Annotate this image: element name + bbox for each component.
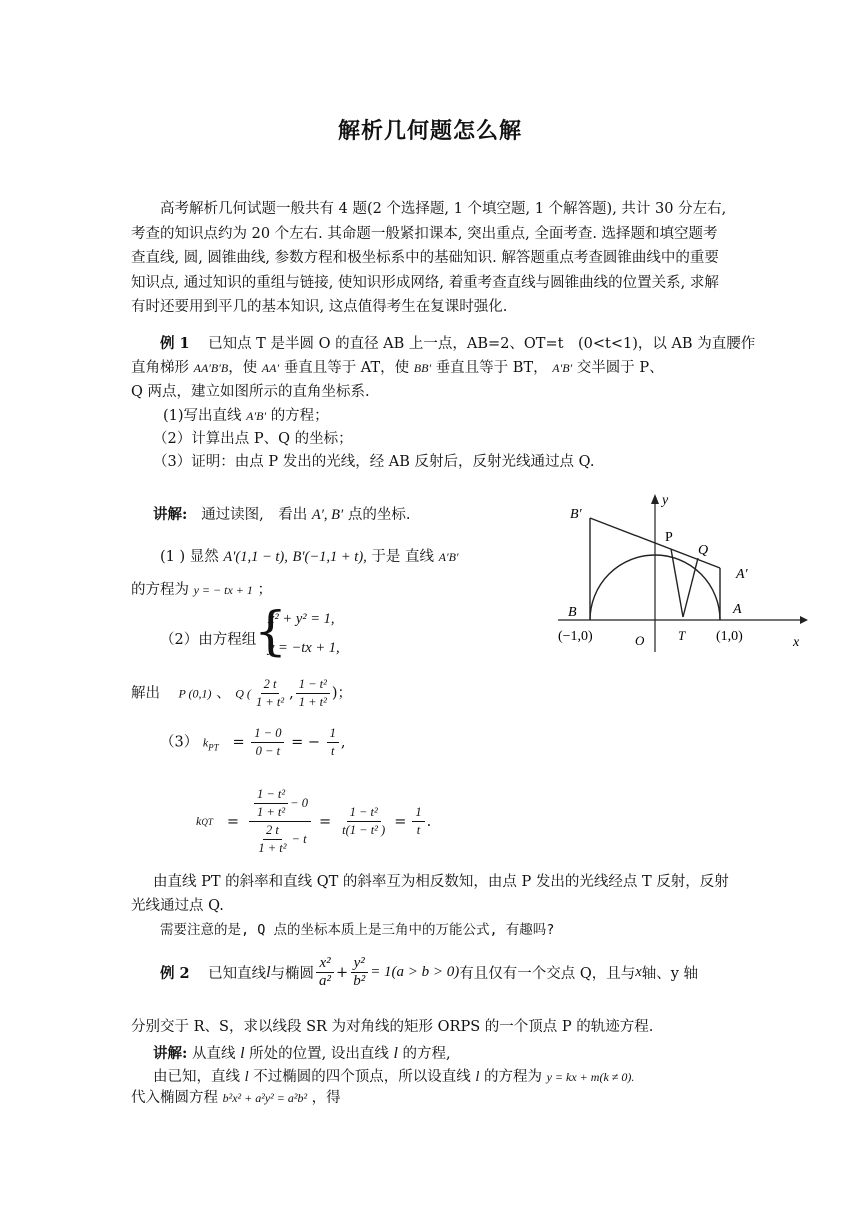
solution2-l1-var: l bbox=[240, 1045, 245, 1062]
ellipse-frac-x bbox=[316, 955, 334, 990]
frac-Qx bbox=[253, 676, 287, 711]
part1-A-coord: A′(1,1 − t), bbox=[223, 549, 288, 565]
solution1-intro bbox=[153, 503, 410, 524]
solution1-part1 bbox=[160, 545, 459, 566]
solution2-l2-eq: y = kx + m(k ≠ 0). bbox=[546, 1070, 635, 1084]
label-B-prime: B′ bbox=[570, 507, 582, 522]
label-B: B bbox=[568, 605, 577, 620]
part3-eq2: = − bbox=[291, 734, 320, 751]
kqt-k: k bbox=[196, 814, 202, 828]
example1-text-b9: 交半圆于 P、 bbox=[576, 360, 664, 376]
y-axis-arrow bbox=[651, 494, 659, 504]
var-AA: AA′ bbox=[261, 361, 280, 375]
solution2-l3-eq: b²x² + a²y² = a²b² bbox=[222, 1091, 308, 1105]
page-title: 解析几何题怎么解 bbox=[337, 119, 522, 144]
part1-var: A′B′ bbox=[438, 550, 459, 564]
kqt-top-den: 1 + t² bbox=[257, 805, 286, 819]
label-O: O bbox=[635, 633, 645, 648]
example2-text-c: 有且仅有一个交点 Q，且与 bbox=[459, 966, 636, 982]
kqt-top-tail: − 0 bbox=[290, 796, 308, 810]
solution2-l2: 由已知，直线 bbox=[153, 1069, 240, 1085]
kqt-line bbox=[196, 786, 431, 857]
kqt-num3: 1 bbox=[412, 804, 424, 822]
frac-Qy bbox=[296, 676, 330, 711]
label-y: y bbox=[662, 493, 669, 508]
solution2-l2-var2: l bbox=[475, 1069, 480, 1085]
kqt-eq2: = bbox=[318, 813, 332, 830]
solution2-l1: 从直线 bbox=[191, 1046, 236, 1062]
kqt-end: . bbox=[426, 813, 432, 830]
solve-line bbox=[131, 676, 352, 711]
label-A-prime: A′ bbox=[736, 567, 748, 582]
kqt-bot-tail: − t bbox=[291, 832, 307, 846]
frac-kqt-top bbox=[254, 786, 288, 821]
part3-a: （3） bbox=[160, 734, 199, 751]
x-axis-arrow bbox=[800, 616, 808, 624]
example1-label: 例 1 bbox=[160, 335, 190, 352]
q1-end: 的方程； bbox=[270, 408, 329, 424]
kqt-bot-num: 2 t bbox=[263, 822, 282, 840]
coordinate-figure bbox=[550, 490, 810, 660]
part3-eq: = bbox=[232, 734, 245, 751]
part1-b: 于是 直线 bbox=[371, 549, 434, 565]
var-AB: A′B′ bbox=[552, 361, 573, 375]
example2-text-d: 轴、y 轴 bbox=[641, 966, 699, 982]
kqt-top-num: 1 − t² bbox=[254, 786, 288, 804]
solution1-intro-vars: A′, B′ bbox=[311, 507, 344, 523]
label-A: A bbox=[733, 602, 742, 617]
system-eq2: y = −tx + 1, bbox=[268, 640, 340, 656]
solution1-label: 讲解: bbox=[153, 506, 188, 523]
frac-kqt-big-bottom bbox=[250, 822, 309, 857]
segment-QT bbox=[683, 558, 698, 617]
part1-B-coord: B′(−1,1 + t), bbox=[292, 549, 367, 565]
part1-c: 的方程为 bbox=[131, 582, 189, 598]
solution2-l1-c: 的方程, bbox=[402, 1046, 451, 1062]
part3-sub: PT bbox=[208, 742, 219, 753]
frac-kpt bbox=[251, 725, 284, 760]
part3-line bbox=[160, 725, 345, 760]
solve-P: P (0,1) bbox=[178, 686, 212, 701]
example2-text-a: 已知直线 bbox=[208, 966, 267, 982]
kqt-den2: t(1 − t² ) bbox=[342, 823, 386, 837]
intro-paragraph: 高考解析几何试题一般共有 4 题(2 个选择题, 1 个填空题, 1 个解答题), 共计 30 分左右, 考查的知识点约为 20 个左右. 其命题一般紧扣课本, 突出重点, 全面考查. 选择题和填空题考查直线, 圆, 圆锥曲线, 参数方程和极坐标系中的基础知识. 解答题重点考查圆锥曲线中的重要知识点, 通过知识的重组与链接, 使知识形成网络, 着重考查直线与圆锥曲线的位置关系, 求解有时还要用到平几的基本知识, 这点值得考生在复课时强化. bbox=[131, 201, 727, 315]
system-brace: { bbox=[254, 602, 288, 662]
solve-a: 解出 bbox=[131, 685, 160, 702]
solution2-l2-c: 的方程为 bbox=[484, 1069, 542, 1085]
solution1-conclusion: 由直线 PT 的斜率和直线 QT 的斜率互为相反数知，由点 P 发出的光线经点 T 反射，反射光线通过点 Q. bbox=[131, 874, 729, 914]
kqt-eq3: = bbox=[394, 813, 407, 830]
ellipse-condition: = 1(a > b > 0) bbox=[370, 964, 460, 980]
example2-text-b: 与椭圆 bbox=[270, 966, 315, 982]
solution1-intro-end: 点的坐标. bbox=[347, 507, 411, 523]
example2-var-x: x bbox=[635, 964, 642, 980]
label-Q: Q bbox=[698, 543, 709, 558]
solution2-l1-b: 所处的位置, 设出直线 bbox=[249, 1046, 389, 1062]
example1-line3: Q 两点，建立如图所示的直角坐标系. bbox=[131, 384, 370, 400]
part3-k: k bbox=[202, 735, 209, 750]
solution2-line1 bbox=[153, 1042, 451, 1063]
solve-Q: Q ( bbox=[235, 686, 251, 701]
example1-q3: （3）证明：由点 P 发出的光线，经 AB 反射后，反射光线通过点 Q. bbox=[153, 454, 595, 470]
ellipse-frac-x-num: x² bbox=[316, 955, 333, 973]
solution1-part1-line2 bbox=[131, 578, 272, 599]
kqt-den3: t bbox=[416, 823, 421, 837]
label-T: T bbox=[678, 628, 686, 643]
ellipse-frac-x-den: a² bbox=[319, 973, 332, 989]
solution2-l3: 代入椭圆方程 bbox=[131, 1090, 218, 1106]
q1-text: (1)写出直线 bbox=[163, 408, 242, 424]
var-trapezoid: AA′B′B bbox=[193, 361, 229, 375]
frac-kqt-bot bbox=[255, 822, 289, 857]
example1-line1 bbox=[160, 332, 755, 353]
ellipse-frac-y bbox=[350, 955, 368, 990]
frac-kqt2 bbox=[339, 804, 388, 839]
solution2-l2-b: 不过椭圆的四个顶点，所以设直线 bbox=[253, 1069, 471, 1085]
example1-line2 bbox=[131, 356, 664, 377]
kqt-bot-den: 1 + t² bbox=[258, 841, 287, 855]
example2-line2: 分别交于 R、S，求以线段 SR 为对角线的矩形 ORPS 的一个顶点 P 的轨迹方程. bbox=[131, 1019, 654, 1035]
part3-end: , bbox=[340, 734, 346, 751]
solution1-intro-text: 通过读图, 看出 bbox=[201, 507, 308, 523]
frac-Qy-den: 1 + t² bbox=[298, 695, 327, 709]
example1-text-b1: 直角梯形 bbox=[131, 360, 189, 376]
example2-label: 例 2 bbox=[160, 965, 190, 982]
frac-kqt3 bbox=[412, 804, 424, 839]
ellipse-frac-y-num: y² bbox=[351, 955, 368, 973]
solution2-line2 bbox=[153, 1065, 634, 1086]
label-x: x bbox=[793, 635, 800, 650]
frac-kpt2 bbox=[327, 725, 339, 760]
frac-kqt-big bbox=[249, 786, 311, 857]
label-right-coord: (1,0) bbox=[716, 629, 743, 644]
example1-text-b7: 垂直且等于 BT， bbox=[435, 360, 548, 376]
frac-kpt2-den: t bbox=[330, 744, 335, 758]
solution2-l1-var2: l bbox=[393, 1045, 398, 1062]
var-BB: BB′ bbox=[413, 361, 432, 375]
solution1-note: 需要注意的是, Q 点的坐标本质上是三角中的万能公式, 有趣吗? bbox=[160, 922, 555, 938]
example1-text-a: 已知点 T 是半圆 O 的直径 AB 上一点，AB=2、OT=t (0<t<1)，以 AB 为直腰作 bbox=[208, 336, 756, 352]
example2-line1 bbox=[160, 955, 698, 990]
solve-comma: , bbox=[289, 685, 294, 702]
solve-end: )； bbox=[331, 685, 353, 702]
label-left-coord: (−1,0) bbox=[558, 629, 593, 644]
part1-d: ； bbox=[257, 582, 272, 598]
frac-Qy-num: 1 − t² bbox=[296, 676, 330, 694]
part1-a: (1 ) 显然 bbox=[160, 549, 219, 565]
solution2-line3 bbox=[131, 1086, 341, 1107]
solution2-l3-end: ，得 bbox=[311, 1090, 341, 1106]
example1-q1 bbox=[163, 404, 329, 425]
solution2-label: 讲解: bbox=[153, 1045, 188, 1062]
frac-kqt-big-top bbox=[249, 786, 311, 822]
ellipse-plus: + bbox=[336, 964, 349, 981]
solve-sep: 、 bbox=[216, 685, 231, 702]
label-P: P bbox=[665, 530, 673, 545]
kqt-num2: 1 − t² bbox=[347, 804, 381, 822]
frac-Qx-num: 2 t bbox=[261, 676, 280, 694]
ellipse-frac-y-den: b² bbox=[353, 973, 366, 989]
part2-a: （2）由方程组 bbox=[160, 632, 257, 648]
example1-q2: （2）计算出点 P、Q 的坐标； bbox=[153, 431, 353, 447]
solution1-part2 bbox=[160, 628, 256, 649]
frac-kpt-num: 1 − 0 bbox=[251, 725, 284, 743]
example2-var-l: l bbox=[266, 963, 271, 981]
kqt-eq: = bbox=[226, 813, 239, 830]
system-eq1: x² + y² = 1, bbox=[268, 611, 335, 627]
q1-var: A′B′ bbox=[246, 409, 267, 423]
solution2-l2-var: l bbox=[244, 1069, 249, 1085]
frac-kpt-den: 0 − t bbox=[255, 744, 281, 758]
example1-text-b3: ，使 bbox=[228, 360, 258, 376]
example1-text-b5: 垂直且等于 AT，使 bbox=[283, 360, 410, 376]
frac-kpt2-num: 1 bbox=[327, 725, 339, 743]
frac-Qx-den: 1 + t² bbox=[255, 695, 285, 709]
part1-equation: y = − tx + 1 bbox=[193, 583, 253, 597]
kqt-sub: QT bbox=[201, 816, 213, 827]
